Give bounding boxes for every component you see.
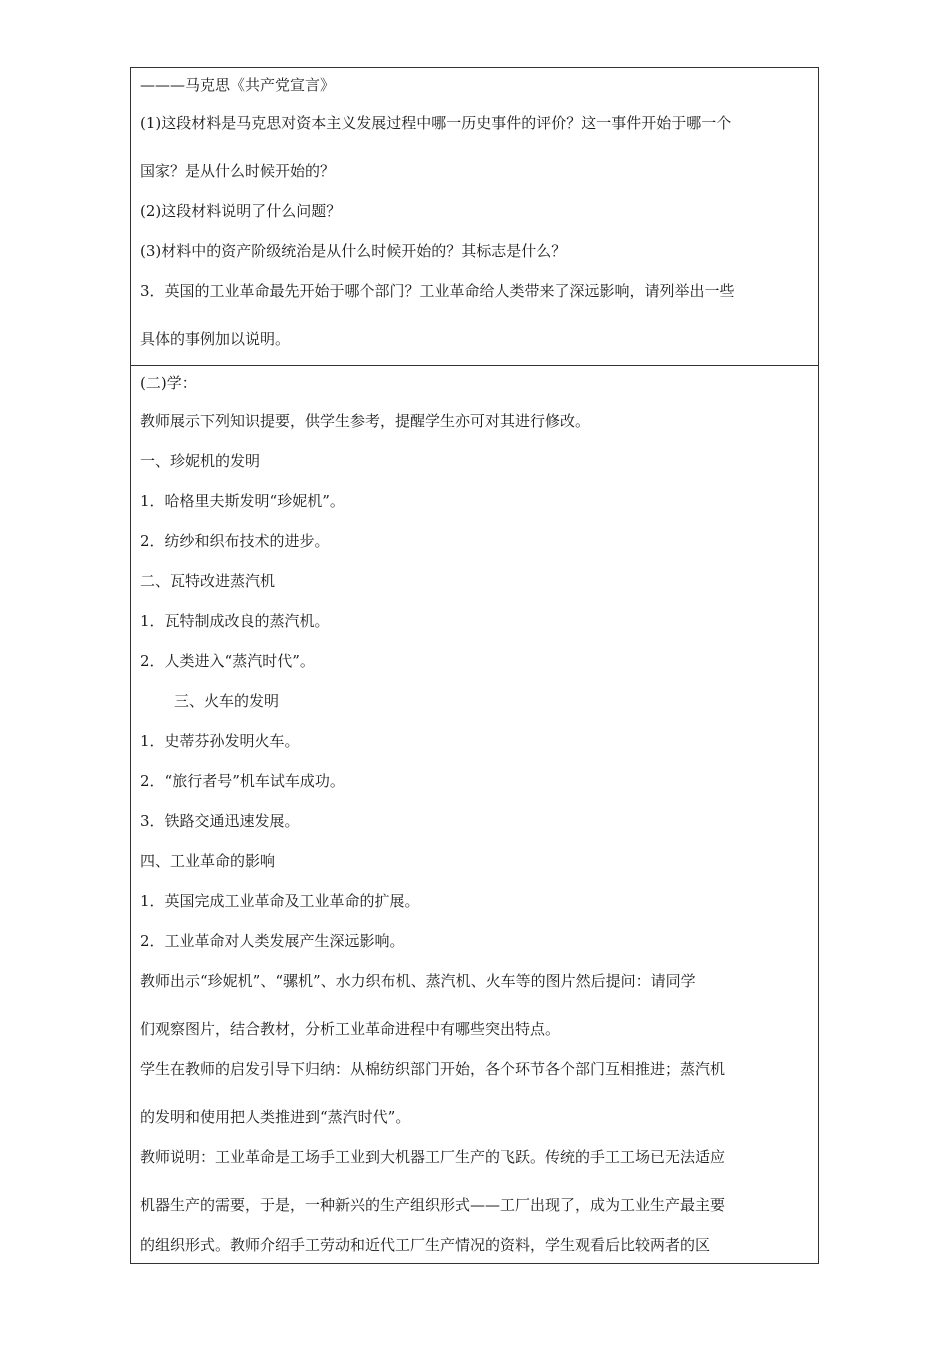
text-line: 国家？是从什么时候开始的？ <box>140 162 336 180</box>
text-line: (2)这段材料说明了什么问题？ <box>140 202 342 220</box>
list-item: 2．“旅行者号”机车试车成功。 <box>140 772 345 790</box>
text-line: 们观察图片，结合教材，分析工业革命进程中有哪些突出特点。 <box>140 1020 561 1038</box>
text-line: 教师出示“珍妮机”、“骡机”、水力织布机、蒸汽机、火车等的图片然后提问：请同学 <box>140 972 696 990</box>
subheading: 三、火车的发明 <box>174 692 280 710</box>
list-item: 2．工业革命对人类发展产生深远影响。 <box>140 932 405 950</box>
text-line: ———马克思《共产党宣言》 <box>140 76 336 94</box>
subheading: 四、工业革命的影响 <box>140 852 276 870</box>
text-line: (3)材料中的资产阶级统治是从什么时候开始的？其标志是什么？ <box>140 242 567 260</box>
list-item: 2．人类进入“蒸汽时代”。 <box>140 652 315 670</box>
list-item: 1．瓦特制成改良的蒸汽机。 <box>140 612 330 630</box>
text-line: 3．英国的工业革命最先开始于哪个部门？工业革命给人类带来了深远影响，请列举出一些 <box>140 282 735 300</box>
text-line: 的组织形式。教师介绍手工劳动和近代工厂生产情况的资料，学生观看后比较两者的区 <box>140 1236 711 1254</box>
text-line: 教师展示下列知识提要，供学生参考，提醒学生亦可对其进行修改。 <box>140 412 591 430</box>
document-table <box>130 67 819 1264</box>
list-item: 1．英国完成工业革命及工业革命的扩展。 <box>140 892 420 910</box>
list-item: 2．纺纱和织布技术的进步。 <box>140 532 330 550</box>
text-line: 学生在教师的启发引导下归纳：从棉纺织部门开始，各个环节各个部门互相推进；蒸汽机 <box>140 1060 726 1078</box>
list-item: 3．铁路交通迅速发展。 <box>140 812 300 830</box>
row-divider <box>131 365 818 366</box>
list-item: 1．史蒂芬孙发明火车。 <box>140 732 300 750</box>
list-item: 1．哈格里夫斯发明“珍妮机”。 <box>140 492 345 510</box>
text-line: 具体的事例加以说明。 <box>140 330 291 348</box>
text-line: 教师说明：工业革命是工场手工业到大机器工厂生产的飞跃。传统的手工工场已无法适应 <box>140 1148 726 1166</box>
subheading: 二、瓦特改进蒸汽机 <box>140 572 276 590</box>
text-line: 的发明和使用把人类推进到“蒸汽时代”。 <box>140 1108 411 1126</box>
text-line: 机器生产的需要，于是，一种新兴的生产组织形式——工厂出现了，成为工业生产最主要 <box>140 1196 726 1214</box>
section-heading: (二)学： <box>140 374 197 392</box>
subheading: 一、珍妮机的发明 <box>140 452 261 470</box>
text-line: (1)这段材料是马克思对资本主义发展过程中哪一历史事件的评价？这一事件开始于哪一个 <box>140 114 732 132</box>
